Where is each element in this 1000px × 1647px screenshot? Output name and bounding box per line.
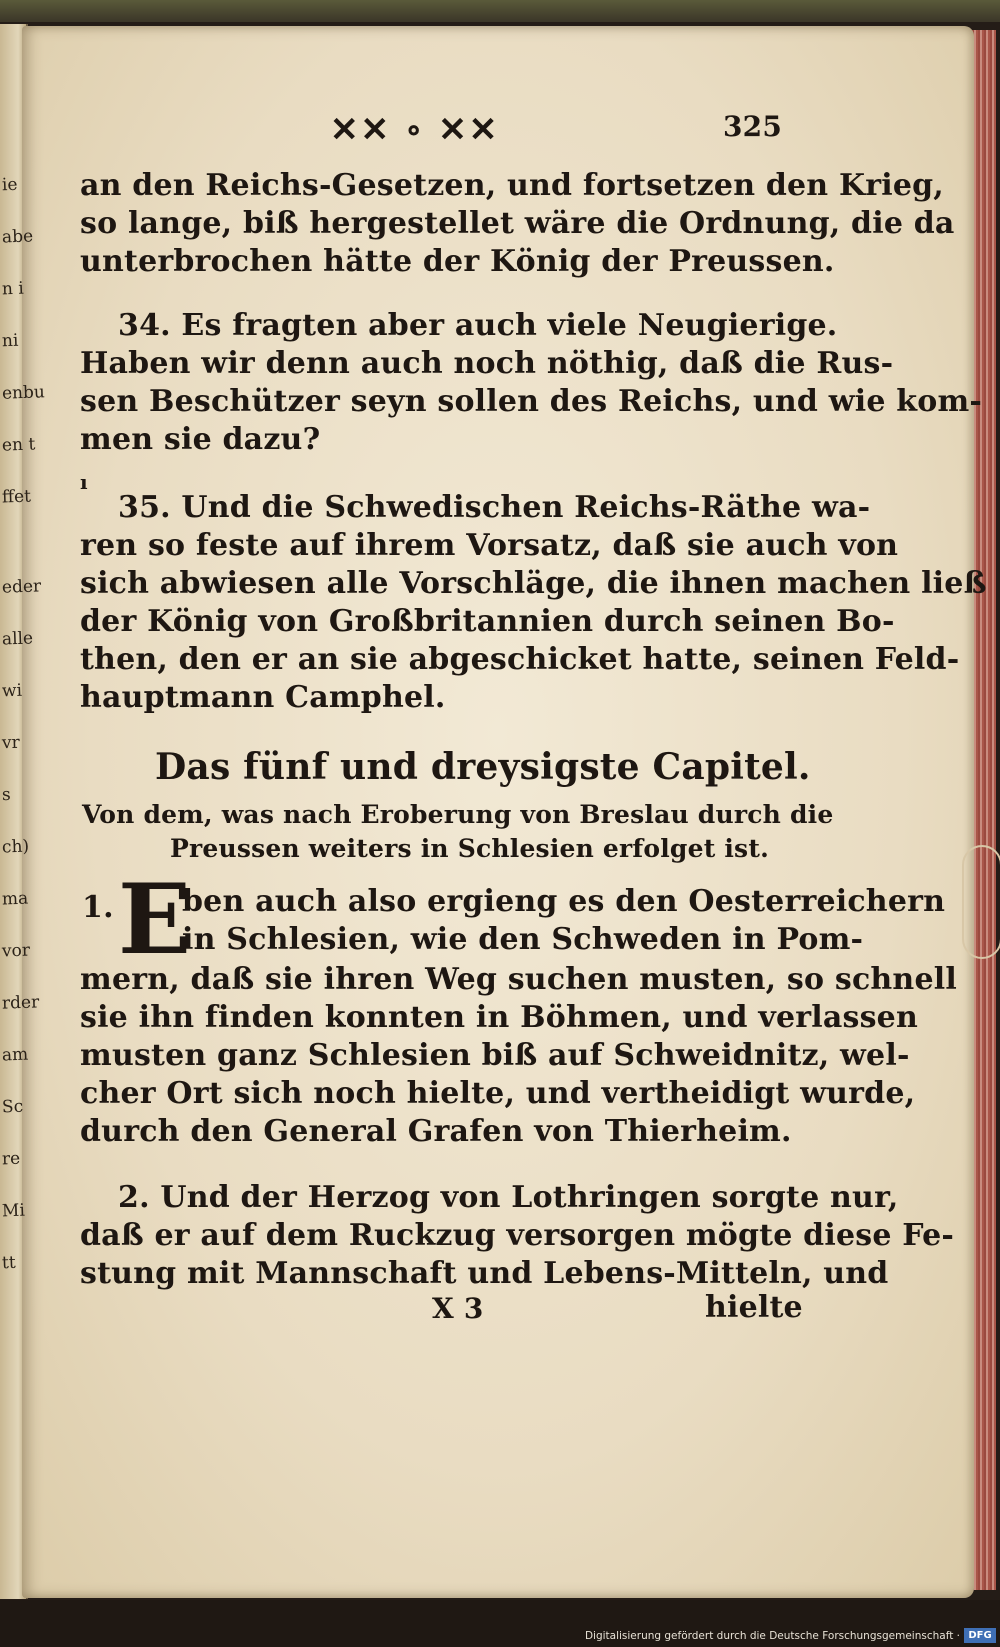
text-line: der König von Großbritannien durch seinen Bo- [80, 604, 895, 639]
chapter-summary-line: Preussen weiters in Schlesien erfolget ist. [170, 834, 769, 863]
book-top-edge [0, 0, 1000, 22]
stray-mark: ı [80, 470, 88, 494]
text-line: hauptmann Camphel. [80, 680, 446, 715]
text-line: sich abwiesen alle Vorschläge, die ihnen machen ließ [80, 566, 987, 601]
left-page-fragment: Sc [1, 1096, 24, 1118]
left-page-fragment: Mi [1, 1200, 26, 1222]
text-line: 2. Und der Herzog von Lothringen sorgte nur, [118, 1180, 899, 1215]
text-line: daß er auf dem Ruckzug versorgen mögte diese Fe- [80, 1218, 955, 1253]
chapter-summary-line: Von dem, was nach Eroberung von Breslau durch die [82, 800, 834, 829]
header-ornament: ✕✕ ∘ ✕✕ [330, 110, 500, 150]
left-page-fragment: vor [1, 940, 31, 962]
text-line: stung mit Mannschaft und Lebens-Mitteln, und [80, 1256, 889, 1291]
text-line: ren so feste auf ihrem Vorsatz, daß sie auch von [80, 528, 899, 563]
left-page-fragment: vr [1, 732, 21, 754]
text-line: in Schlesien, wie den Schweden in Pom- [182, 922, 864, 957]
text-line: Haben wir denn auch noch nöthig, daß die Rus- [80, 346, 894, 381]
left-page-fragment: am [1, 1044, 29, 1066]
text-line: musten ganz Schlesien biß auf Schweidnitz, wel- [80, 1038, 910, 1073]
left-page-fragment: abe [1, 226, 34, 248]
text-line: an den Reichs-Gesetzen, und fortsetzen den Krieg, [80, 168, 944, 203]
left-page-fragment: alle [1, 628, 34, 650]
left-page-fragment: ni [1, 330, 19, 352]
text-line: 35. Und die Schwedischen Reichs-Räthe wa- [118, 490, 871, 525]
text-line: so lange, biß hergestellet wäre die Ordnung, die da [80, 206, 955, 241]
left-page-fragment: ffet [1, 486, 32, 508]
text-line: cher Ort sich noch hielte, und vertheidigt wurde, [80, 1076, 916, 1111]
text-line: sie ihn finden konnten in Böhmen, und verlassen [80, 1000, 918, 1035]
left-page-fragment: en t [1, 434, 36, 456]
left-page-fragment: tt [1, 1252, 17, 1274]
text-line: unterbrochen hätte der König der Preussen. [80, 244, 835, 279]
text-line: men sie dazu? [80, 422, 321, 457]
left-page-fragment: ie [1, 174, 18, 196]
left-page-fragment: eder [1, 576, 42, 598]
chapter-heading: Das fünf und dreysigste Capitel. [155, 746, 811, 788]
left-page-fragment: ch) [1, 836, 30, 858]
left-page-fragment: n i [1, 278, 25, 300]
left-page-fragment: rder [1, 992, 40, 1014]
catchword: hielte [705, 1290, 803, 1325]
digitization-credit: Digitalisierung gefördert durch die Deutsche Forschungsgemeinschaft · [584, 1630, 960, 1642]
page-fore-edge [972, 30, 996, 1590]
signature-mark: X 3 [432, 1292, 484, 1325]
text-line: then, den er an sie abgeschicket hatte, seinen Feld- [80, 642, 960, 677]
left-page-fragment: wi [1, 680, 23, 702]
page-tab-outline [962, 845, 1000, 959]
drop-cap: E [118, 863, 192, 976]
left-page-fragment: re [1, 1148, 21, 1170]
text-line: mern, daß sie ihren Weg suchen musten, so schnell [80, 962, 957, 997]
text-line: ben auch also ergieng es den Oesterreichern [182, 884, 946, 919]
left-page-fragment: s [1, 784, 12, 806]
text-line: sen Beschützer seyn sollen des Reichs, und wie kom- [80, 384, 983, 419]
text-line: 34. Es fragten aber auch viele Neugierige. [118, 308, 838, 343]
dfg-logo: DFG [964, 1628, 996, 1643]
paragraph-number: 1. [82, 890, 114, 925]
left-page-fragment: enbu [1, 382, 46, 404]
text-line: durch den General Grafen von Thierheim. [80, 1114, 792, 1149]
page-number: 325 [723, 110, 783, 143]
left-page-fragment: ma [1, 888, 29, 910]
